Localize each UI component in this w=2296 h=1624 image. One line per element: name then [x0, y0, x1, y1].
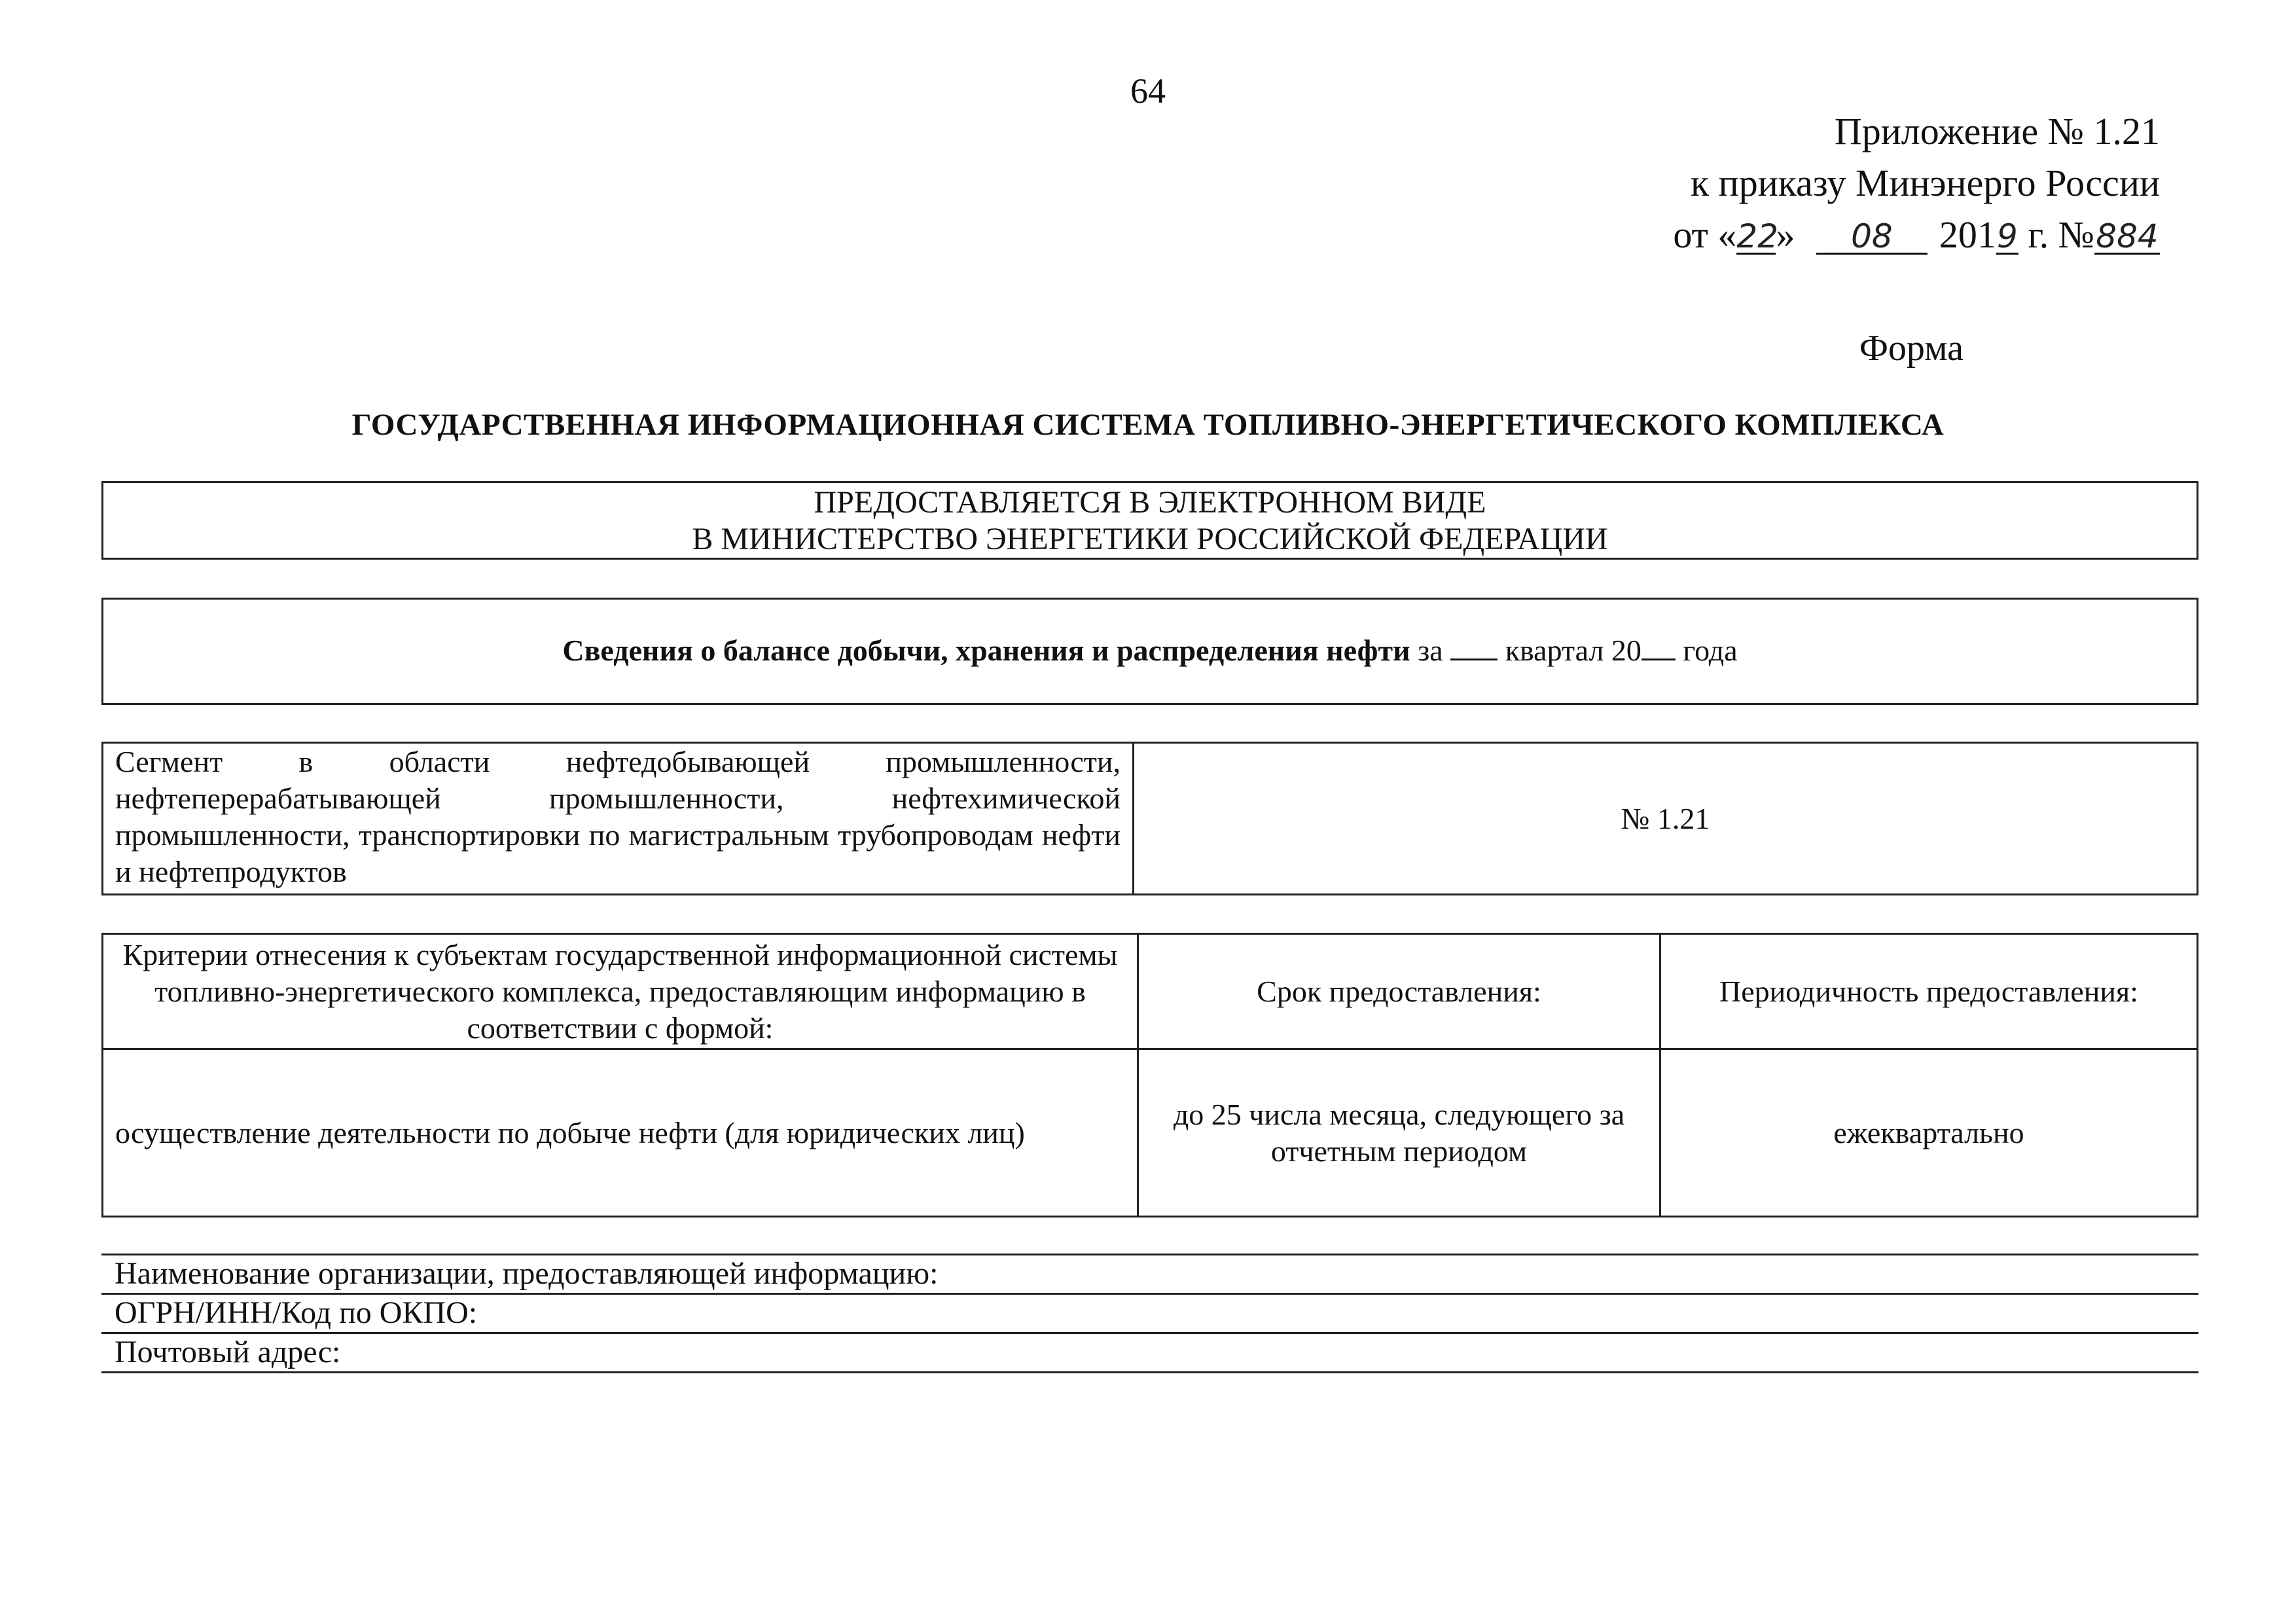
appendix-close-quote: »: [1776, 213, 1795, 256]
deadline-value: до 25 числа месяца, следующего за отчетным периодом: [1138, 1049, 1660, 1217]
criteria-table: [101, 933, 2198, 1218]
order-number: 884: [2094, 220, 2160, 255]
frequency-header: Периодичность предоставления:: [1660, 934, 2198, 1049]
form-label: Форма: [1859, 328, 1964, 369]
appendix-g: г. №: [2028, 213, 2094, 256]
report-title-za: за: [1418, 634, 1443, 667]
report-title-goda: года: [1683, 634, 1738, 667]
submission-line-2: В МИНИСТЕРСТВО ЭНЕРГЕТИКИ РОССИЙСКОЙ ФЕДЕРАЦИИ: [692, 522, 1608, 556]
address-label: Почтовый адрес:: [115, 1335, 341, 1369]
deadline-header: Срок предоставления:: [1138, 934, 1660, 1049]
submission-box: [101, 481, 2198, 560]
page-number: 64: [1130, 71, 1166, 111]
main-title: ГОСУДАРСТВЕННАЯ ИНФОРМАЦИОННАЯ СИСТЕМА ТОПЛИВНО-ЭНЕРГЕТИЧЕСКОГО КОМПЛЕКСА: [351, 408, 1945, 442]
order-day: 22: [1736, 217, 1779, 255]
appendix-block: [1505, 106, 2160, 261]
criteria-value: осуществление деятельности по добыче нефти (для юридических лиц): [103, 1049, 1138, 1217]
address-line: [101, 1371, 2198, 1373]
frequency-value: ежеквартально: [1660, 1049, 2198, 1217]
report-title: [103, 632, 2197, 668]
order-month: 08: [1816, 220, 1928, 255]
ogrn-label: ОГРН/ИНН/Код по ОКПО:: [115, 1295, 478, 1330]
segment-description: Сегмент в области нефтедобывающей промышленности, нефтеперерабатывающей промышленности, нефтехимической промышленности, транспортировки по магистральным трубопроводам нефти и нефтепродуктов: [103, 743, 1134, 895]
appendix-line-3: [1505, 209, 2160, 261]
appendix-line-2: к приказу Минэнерго России: [1691, 161, 2160, 204]
quarter-blank: [1450, 632, 1498, 660]
order-year-digit: 9: [1997, 217, 2018, 255]
ogrn-line: [101, 1332, 2198, 1334]
org-name-label: Наименование организации, предоставляющей информацию:: [115, 1256, 939, 1291]
report-title-box: [101, 598, 2198, 705]
appendix-year-prefix: 201: [1939, 213, 1996, 256]
appendix-line-1: Приложение № 1.21: [1834, 110, 2160, 153]
report-title-kvartal: квартал 20: [1505, 634, 1641, 667]
year-blank: [1641, 632, 1676, 660]
report-title-bold: Сведения о балансе добычи, хранения и распределения нефти: [562, 634, 1410, 667]
submission-line-1: ПРЕДОСТАВЛЯЕТСЯ В ЭЛЕКТРОННОМ ВИДЕ: [814, 485, 1486, 520]
criteria-header: Критерии отнесения к субъектам государственной информационной системы топливно-энергетического комплекса, предоставляющим информацию в соответствии с формой:: [103, 934, 1138, 1049]
segment-number: № 1.21: [1134, 743, 2198, 895]
appendix-ot: от «: [1673, 213, 1737, 256]
segment-table: [101, 742, 2198, 895]
